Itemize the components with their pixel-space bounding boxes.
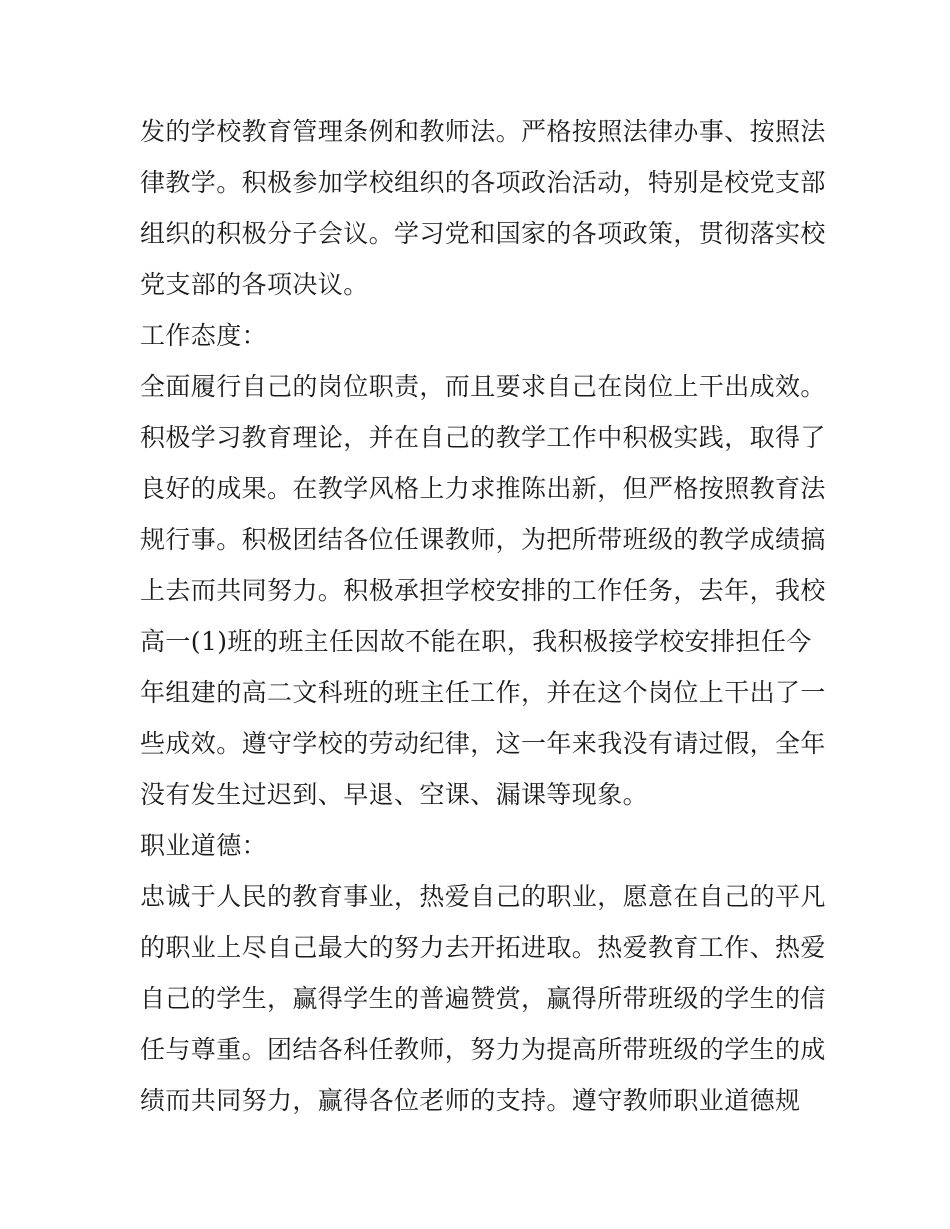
text-line: 没有发生过迟到、早退、空课、漏课等现象。 — [140, 780, 649, 809]
text-line: 上去而共同努力。积极承担学校安排的工作任务，去年，我校 — [140, 576, 826, 605]
text-line: 高一(1)班的班主任因故不能在职，我积极接学校安排担任今 — [140, 627, 812, 656]
text-line: 些成效。遵守学校的劳动纪律，这一年来我没有请过假，全年 — [140, 729, 826, 758]
text-line: 律教学。积极参加学校组织的各项政治活动，特别是校党支部 — [140, 168, 826, 197]
text-line: 忠诚于人民的教育事业，热爱自己的职业，愿意在自己的平凡 — [140, 882, 826, 911]
text-line: 自己的学生，赢得学生的普遍赞赏，赢得所带班级的学生的信 — [140, 984, 826, 1013]
text-line: 的职业上尽自己最大的努力去开拓进取。热爱教育工作、热爱 — [140, 933, 826, 962]
text-line: 任与尊重。团结各科任教师，努力为提高所带班级的学生的成 — [140, 1035, 826, 1064]
document-body — [140, 106, 840, 1126]
text-line: 积极学习教育理论，并在自己的教学工作中积极实践，取得了 — [140, 423, 826, 452]
text-line: 全面履行自己的岗位职责，而且要求自己在岗位上干出成效。 — [140, 372, 826, 401]
text-line: 年组建的高二文科班的班主任工作，并在这个岗位上干出了一 — [140, 678, 826, 707]
section-heading-professional-ethics: 职业道德： — [140, 831, 268, 860]
text-line: 发的学校教育管理条例和教师法。严格按照法律办事、按照法 — [140, 117, 826, 146]
text-line: 绩而共同努力，赢得各位老师的支持。遵守教师职业道德规 — [140, 1086, 801, 1115]
text-line: 组织的积极分子会议。学习党和国家的各项政策，贯彻落实校 — [140, 219, 826, 248]
text-line: 党支部的各项决议。 — [140, 270, 369, 299]
section-heading-work-attitude: 工作态度： — [140, 321, 268, 350]
text-line: 良好的成果。在教学风格上力求推陈出新，但严格按照教育法 — [140, 474, 826, 503]
text-line: 规行事。积极团结各位任课教师，为把所带班级的教学成绩搞 — [140, 525, 826, 554]
